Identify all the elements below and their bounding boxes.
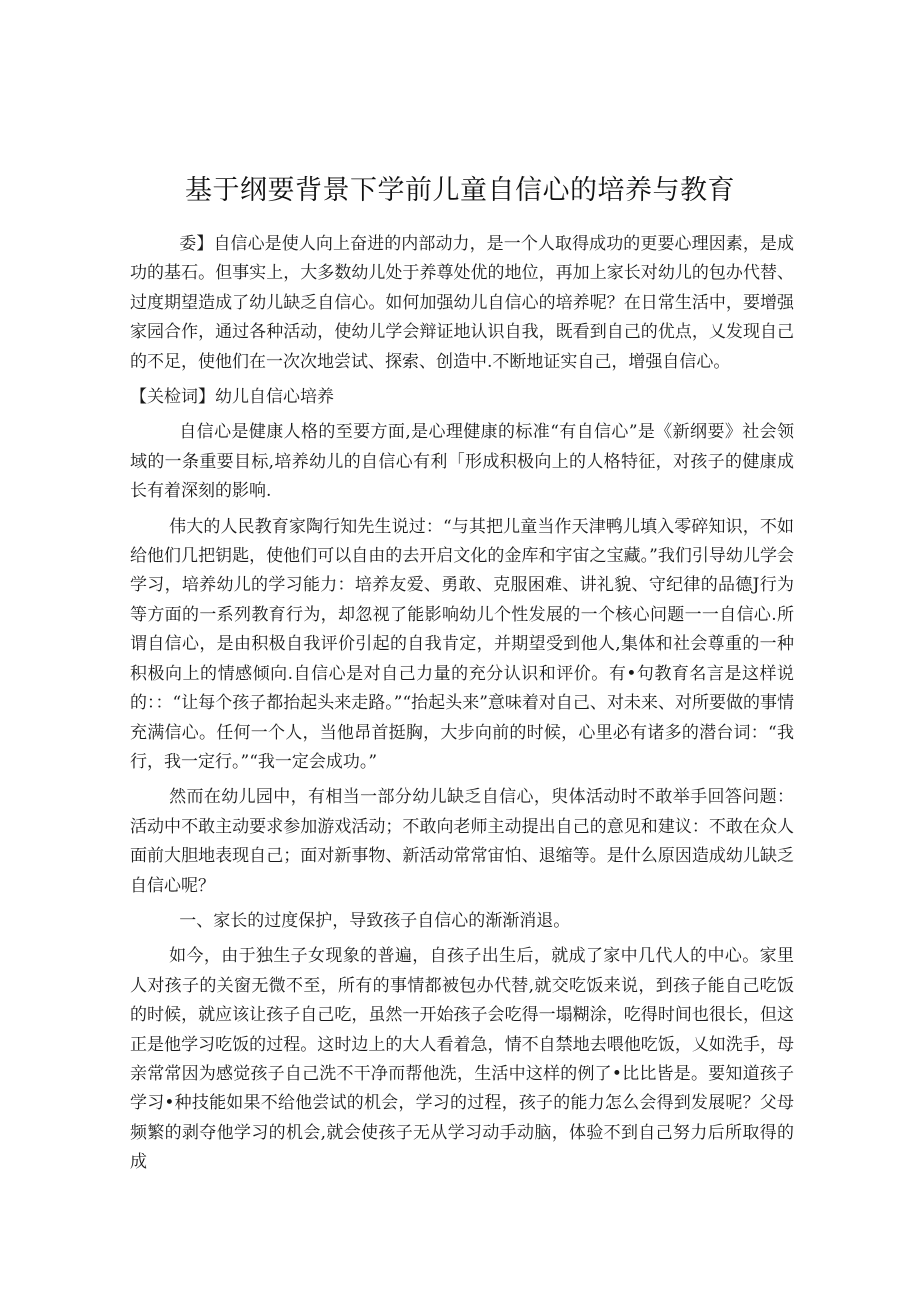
body-paragraph: 自信心是健康人格的至要方面,是心理健康的标准“有自信心”是《新纲要》社会领域的一条重要目标,培养幼儿的自信心有利「形成积极向上的人格特征，对孩子的健康成长有着深刻的影响.: [130, 422, 794, 502]
abstract-paragraph: 委】自信心是使人向上奋进的内部动力，是一个人取得成功的更要心理因素，是成功的基石。但事实上，大多数幼儿处于养尊处优的地位，再加上家长对幼儿的包办代替、过度期望造成了幼儿缺乏自信心。如何加强幼儿自信心的培养呢？在日常生活中，要增强家园合作，通过各种活动，使幼儿学会辩证地认识自我，既看到自己的优点，乂发现自己的不足，使他们在一次次地尝试、探索、创造中.不断地证实自己，增强自信心。: [130, 234, 794, 372]
section-heading: 一、家长的过度保护，导致孩子自信心的渐渐消退。: [179, 910, 571, 931]
body-paragraph: 伟大的人民教育家陶行知先生说过：“与其把儿童当作天津鸭儿填入零碎知识，不如给他们几把钥匙，使他们可以自由的去开启文化的金库和宇宙之宝藏。”我们引导幼儿学会学习，培养幼儿的学习能力：培养友爱、勇敢、克服困难、讲礼貌、守纪律的品德J行为等方面的一系列教育行为，却忽视了能影响幼儿个性发展的一个核心问题一一自信心.所谓自信心，是由积极自我评价引起的自我肯定，并期望受到他人,集体和社会尊重的一种积极向上的情感倾向.自信心是对自己力量的充分认识和评价。有•句教育名言是这样说的：：“让每个孩子都抬起头来走路。”“抬起头来”意味着对自己、对未来、对所要做的事情充满信心。任何一个人，当他昂首挺胸，大步向前的时候，心里必有诸多的潜台词：“我行，我一定行。”“我一定会成功。”: [130, 516, 794, 772]
body-paragraph: 然而在幼儿园中，有相当一部分幼儿缺乏自信心，臾体活动时不敢举手回答问题：活动中不敢主动要求参加游戏活动；不敢向老师主动提出自己的意见和建议：不敢在众人面前大胆地表现自己；面对新事物、新活动常常宙怕、退缩等。是什么原因造成幼儿缺乏自信心呢？: [130, 787, 794, 896]
document-title: 基于纲要背景下学前儿童自信心的培养与教育: [185, 175, 735, 206]
body-paragraph: 如今，由于独生子女现象的普遍，自孩子出生后，就成了家中几代人的中心。家里人对孩子的关窗无微不至，所有的事情都被包办代替,就交吃饭来说，到孩子能自己吃饭的时候，就应该让孩子自己吃，虽然一开始孩子会吃得一塌糊涂，吃得时间也很长，但这正是他学习吃饭的过程。这时边上的大人看着急，情不自禁地去喂他吃饭，乂如洗手，母亲常常因为感觉孩子自己洗不干净而帮他洗，生活中这样的例了•比比皆是。要知道孩子学习•种技能如果不给他尝试的机会，学习的过程，孩子的能力怎么会得到发展呢？父母频繁的剥夺他学习的机会,就会使孩子无从学习动手动脑，体验不到自己努力后所取得的成: [130, 946, 794, 1173]
keywords-line: 【关检词】幼儿自信心培养: [130, 387, 334, 408]
document-body: [130, 230, 794, 1184]
